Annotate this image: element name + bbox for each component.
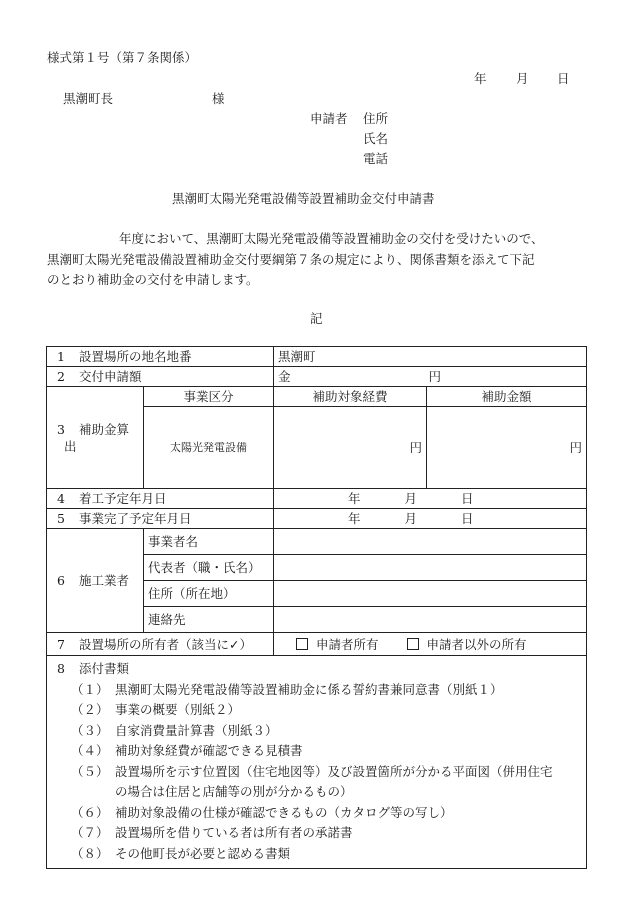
row2-yen: 円 [428,369,442,384]
cost-unit: 円 [274,407,427,489]
ki-heading: 記 [310,311,323,326]
attachments-cell [47,656,587,869]
addressee-mayor: 黒潮町長 [63,91,114,106]
list-item: （４） 補助対象経費が確認できる見積書 [71,743,303,758]
date-year-label: 年 [474,71,487,86]
row3-label-line1: 補助金算 [79,421,130,437]
list-item: （７） 設置場所を借りている者は所有者の承諾書 [71,825,353,840]
body-line-3: のとおり補助金の交付を申請します。 [47,272,259,287]
row2-kin: 金 [278,369,291,384]
row1-number: 1 [57,349,65,364]
row8-number: 8 [57,661,65,676]
row7-label-text: 設置場所の所有者（該当に [79,636,230,652]
row4-label-text: 着工予定年月日 [79,491,167,506]
applicant-address-label: 住所 [363,111,389,126]
row8-label-text: 添付書類 [79,661,130,676]
check-mark-icon: ✓ [229,636,240,652]
row5-number: 5 [57,511,65,526]
attachments-heading [51,659,582,680]
body-line-1: 年度において、黒潮町太陽光発電設備等設置補助金の交付を受けたいので、 [119,231,544,246]
row6-label [47,529,144,633]
table-row [47,656,587,869]
contractor-value-company [274,529,587,555]
list-item: （３） 自家消費量計算書（別紙３） [71,722,278,738]
table-row [47,489,587,509]
addressee-honorific: 様 [212,91,225,106]
list-item: （６） 補助対象設備の仕様が確認できるもの（カタログ等の写し） [71,804,453,820]
contractor-field-contact: 連絡先 [144,607,274,633]
row5-date [274,509,587,529]
row1-value: 黒潮町 [274,347,587,367]
col-cost-header: 補助対象経費 [274,387,427,407]
form-number: 様式第１号（第７条関係） [47,50,198,65]
row5-year: 年 [348,511,361,526]
document-title: 黒潮町太陽光発電設備等設置補助金交付申請書 [172,191,435,206]
list-item: （２） 事業の概要（別紙２） [71,702,241,717]
list-item: （８） その他町長が必要と認める書類 [71,845,291,861]
owner-applicant-checkbox[interactable] [296,638,308,650]
table-row [47,509,587,529]
row6-label-text: 施工業者 [79,573,130,588]
row3-label [47,387,144,489]
row2-value [274,367,587,387]
row5-day: 日 [461,511,474,526]
date-month-label: 月 [516,71,529,86]
row4-month: 月 [404,491,418,506]
table-row [47,633,587,656]
row6-number: 6 [57,573,65,588]
row4-day: 日 [461,491,474,506]
row2-number: 2 [57,369,65,384]
row5-label [47,509,274,529]
owner-applicant-label: 申請者所有 [316,636,379,652]
col-subsidy-header: 補助金額 [427,387,587,407]
table-row [47,529,587,555]
table-row [47,387,587,407]
row5-month: 月 [404,511,418,526]
table-row [47,347,587,367]
list-item: （５） 設置場所を示す位置図（住宅地図等）及び設置箇所が分かる平面図（併用住宅の場合は住居と店舗等の別が分かるもの） [71,763,553,799]
row4-year: 年 [348,491,361,506]
list-item: （１） 黒潮町太陽光発電設備等設置補助金に係る誓約書兼同意書（別紙１） [71,681,503,697]
table-row [47,367,587,387]
row5-label-text: 事業完了予定年月日 [79,511,192,526]
row3-label-line2: 出 [64,438,77,454]
body-line-2: 黒潮町太陽光発電設備設置補助金交付要綱第７条の規定により、関係書類を添えて下記 [47,252,535,267]
contractor-field-address: 住所（所在地） [144,581,274,607]
row7-options [274,633,587,656]
date-day-label: 日 [557,71,570,86]
row7-number: 7 [57,636,65,652]
subsidy-unit: 円 [427,407,587,489]
row7-label-close: ） [239,636,253,652]
row4-date [274,489,587,509]
contractor-field-company: 事業者名 [144,529,274,555]
owner-other-label: 申請者以外の所有 [426,636,527,652]
category-value: 太陽光発電設備 [144,407,274,489]
contractor-field-representative: 代表者（職・氏名） [144,555,274,581]
col-category-header: 事業区分 [144,387,274,407]
application-table [46,346,587,869]
row1-label-text: 設置場所の地名地番 [79,349,192,364]
row4-label [47,489,274,509]
row4-number: 4 [57,491,65,506]
row2-label-text: 交付申請額 [79,369,142,384]
contractor-value-contact [274,607,587,633]
applicant-name-label: 氏名 [363,131,389,146]
contractor-value-address [274,581,587,607]
applicant-phone-label: 電話 [363,151,389,166]
contractor-value-representative [274,555,587,581]
owner-other-checkbox[interactable] [407,638,419,650]
row3-number: 3 [57,421,65,437]
row7-label [47,633,274,656]
row1-label [47,347,274,367]
applicant-label: 申請者 [310,111,348,126]
row2-label [47,367,274,387]
